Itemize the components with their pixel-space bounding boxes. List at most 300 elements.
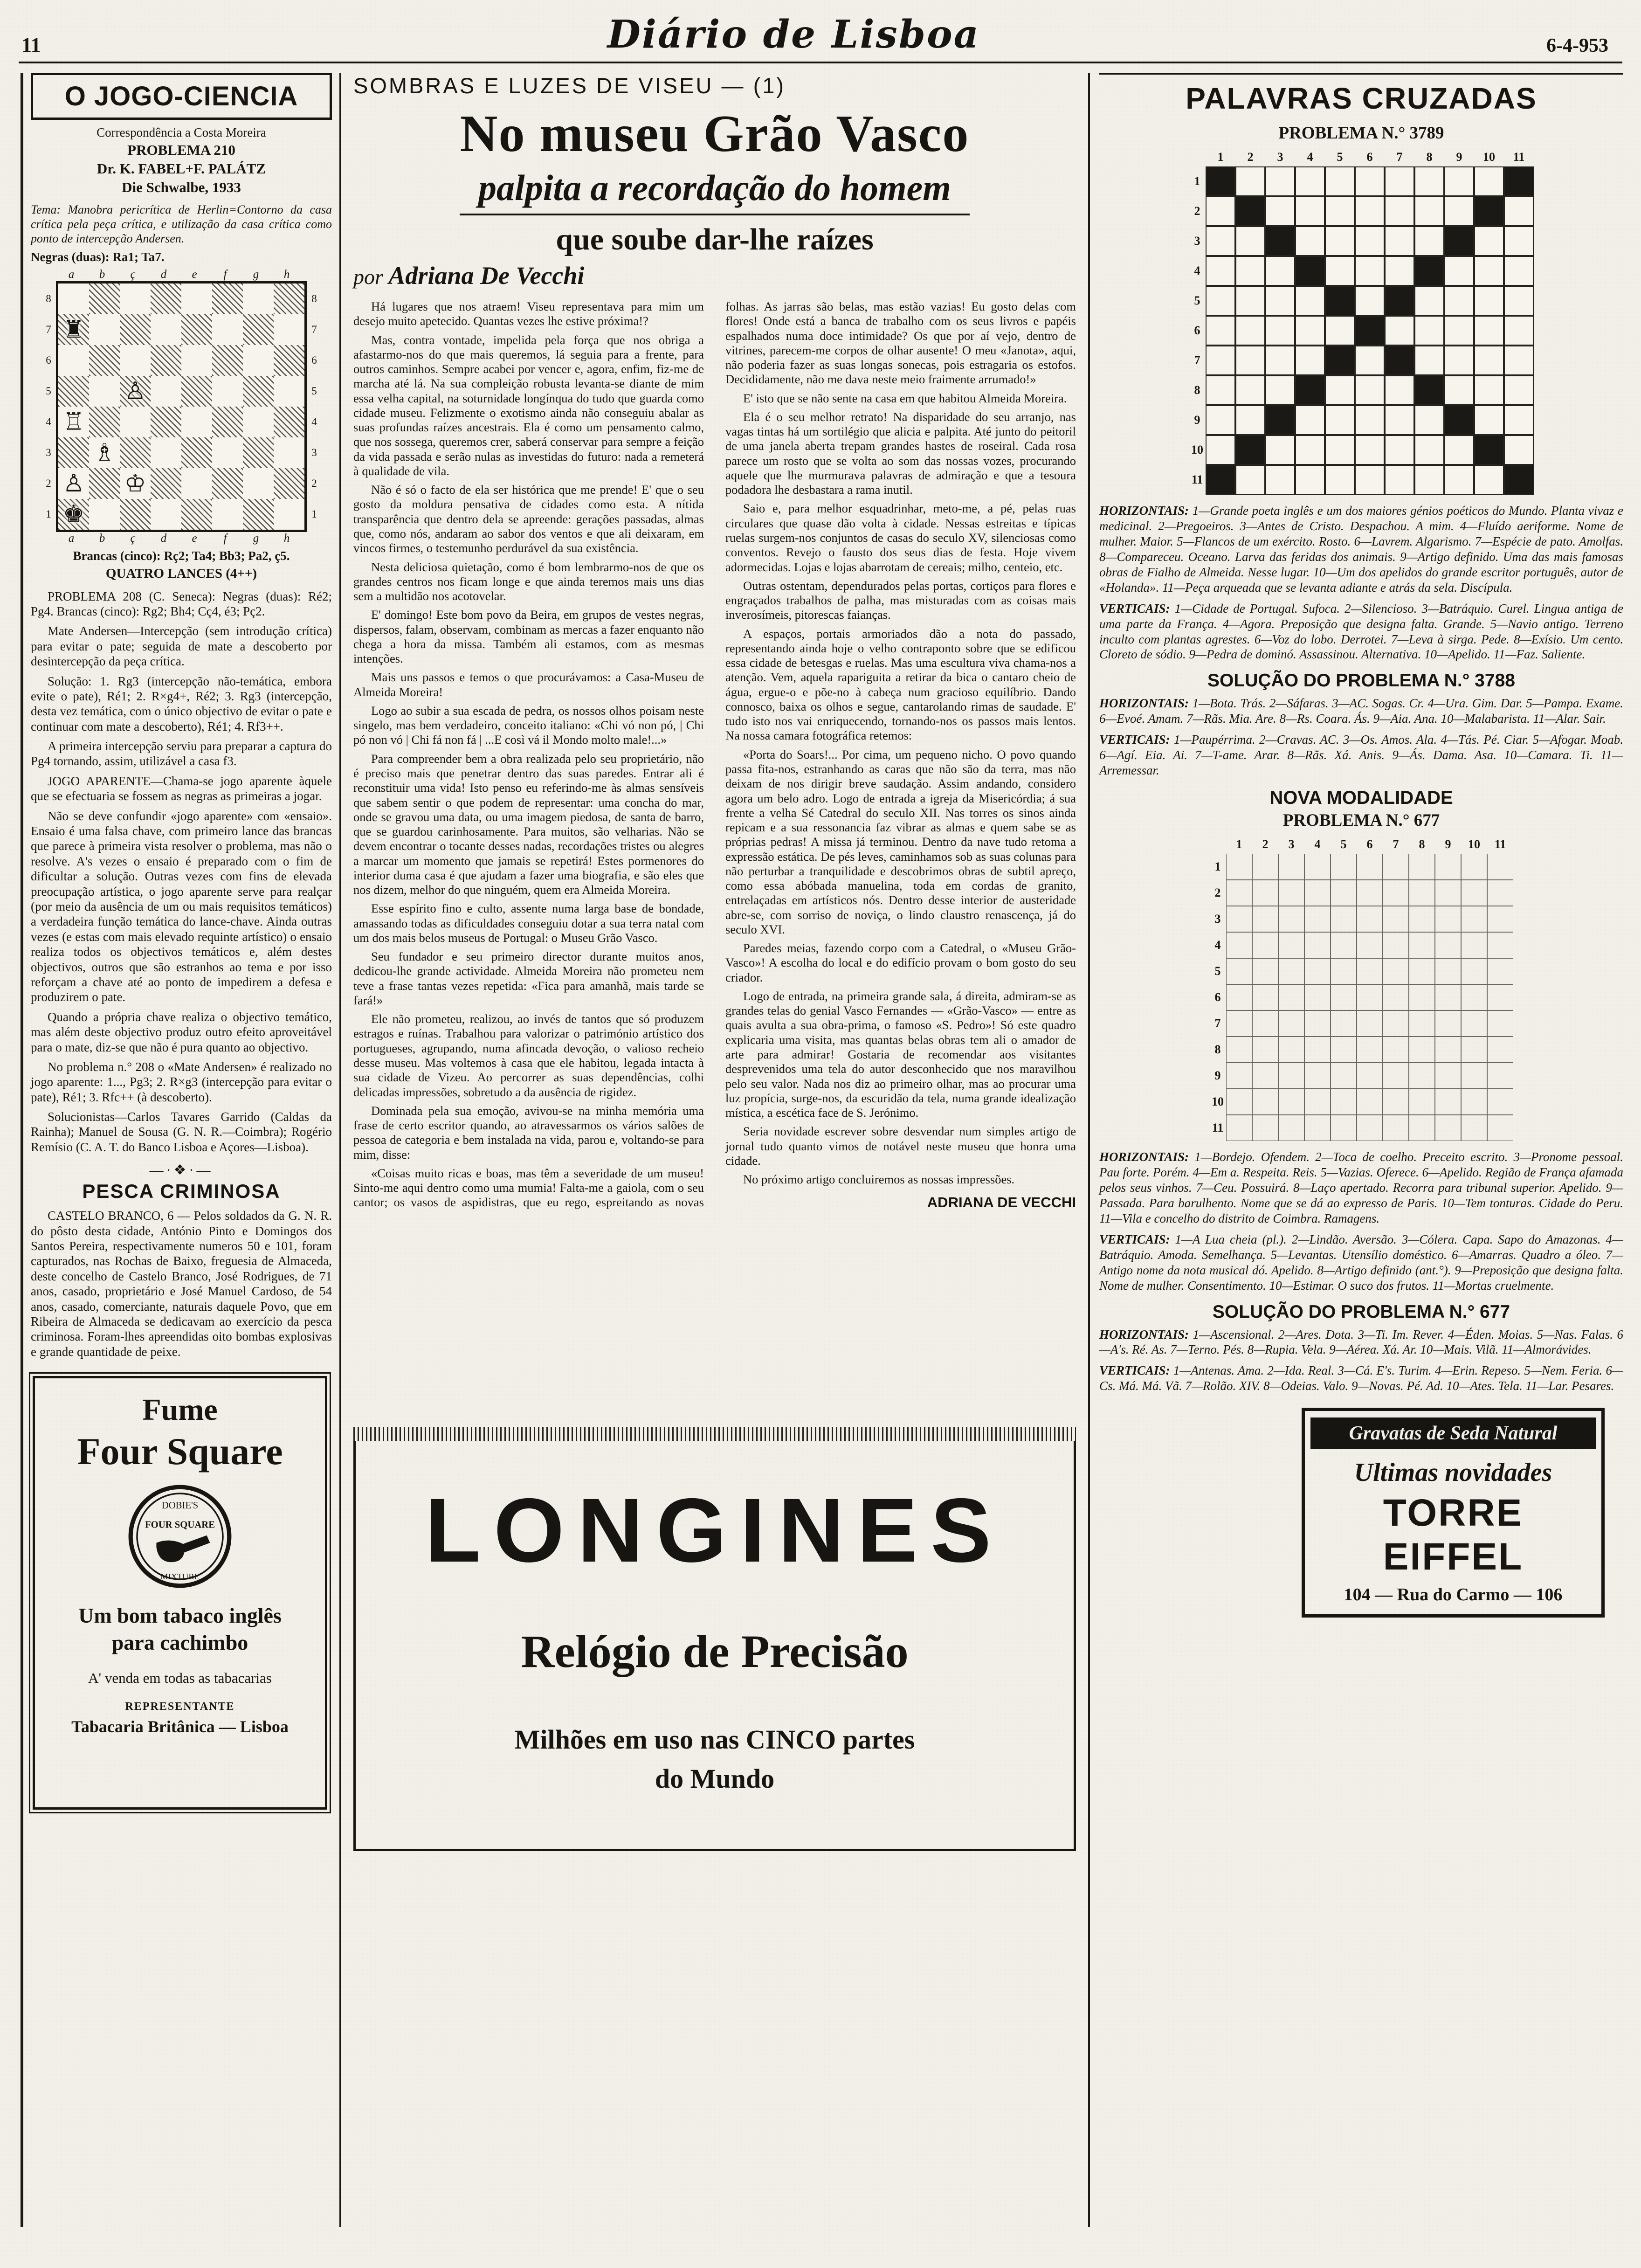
crossword-cell bbox=[1409, 1063, 1435, 1089]
crossword-cell bbox=[1252, 880, 1278, 906]
grid-row-number: 6 bbox=[1214, 990, 1221, 1004]
chess-board bbox=[41, 268, 322, 545]
crossword-cell bbox=[1435, 958, 1461, 984]
grid-row-number: 4 bbox=[1214, 938, 1221, 952]
crossword-cell bbox=[1226, 958, 1252, 984]
chess-square bbox=[151, 437, 181, 468]
chess-square bbox=[120, 345, 151, 376]
article-paragraph: Não é só o facto de ela ser histórica que me prende! E' que o seu gosto da moldura pensativa de cidades como esta. A nítida transparência que dentro dela se apreende: gerações passadas, almas que, como nós, andaram ao sabor dos ventos e que ali deixaram, em vincos firmes, o testemunho perdurável da sua existência. bbox=[353, 483, 704, 555]
ad-line1: Um bom tabaco inglês bbox=[78, 1604, 282, 1628]
crossword-cell bbox=[1304, 880, 1331, 906]
crossword-cell bbox=[1461, 1063, 1487, 1089]
solution-paragraph: HORIZONTAIS: 1—Bota. Trás. 2—Sáfaras. 3—AC. Sogas. Cr. 4—Ura. Gim. Dar. 5—Pampa. Exame. 6—Evoé. Amam. 7—Rãs. Mia. Are. 8—Rs. Coara. Ás. 9—Aia. Ana. 10—Malabarista. 11—Alar. Sair. bbox=[1099, 696, 1623, 726]
chess-square bbox=[181, 407, 212, 437]
svg-text:MIXTURE: MIXTURE bbox=[160, 1572, 200, 1582]
crossword-cell bbox=[1325, 465, 1355, 495]
grid-col-number: 11 bbox=[1513, 150, 1525, 164]
crossword-cell bbox=[1414, 226, 1444, 256]
longines-tagline bbox=[365, 1720, 1064, 1798]
grid-row-number: 11 bbox=[1191, 473, 1203, 486]
crossword-cell bbox=[1474, 286, 1504, 316]
grid-col-number: 8 bbox=[1419, 837, 1425, 851]
crossword-cell bbox=[1304, 1037, 1331, 1063]
board-file-label: g bbox=[253, 268, 259, 281]
chess-square bbox=[243, 407, 274, 437]
grid-col-number: 9 bbox=[1445, 837, 1451, 851]
crossword-cell bbox=[1355, 316, 1385, 346]
grid-col-number: 10 bbox=[1468, 837, 1480, 851]
chess-section-title: O JOGO-CIENCIA bbox=[31, 73, 332, 120]
chess-square bbox=[274, 468, 304, 499]
crossword-cell bbox=[1409, 1115, 1435, 1141]
section-ornament: —·❖·— bbox=[149, 1162, 214, 1178]
crossword-cell bbox=[1474, 465, 1504, 495]
crossword-cell bbox=[1409, 1089, 1435, 1115]
crossword-cell bbox=[1235, 256, 1265, 286]
chess-square bbox=[58, 376, 89, 407]
crossword-cell bbox=[1487, 984, 1513, 1010]
article-paragraph: Dominada pela sua emoção, avivou-se na minha memória uma frase de certo escritor quando, ao atravessarmos os vários salões de pessoa de categoria e bem instalada na vida, parou e, voltando-se para mim, disse: bbox=[353, 1103, 704, 1162]
crossword-cell bbox=[1414, 405, 1444, 435]
gravatas-brand: TORRE EIFFEL bbox=[1383, 1492, 1524, 1578]
crossword-cell bbox=[1461, 1010, 1487, 1037]
crossword-cell bbox=[1474, 346, 1504, 375]
gravatas-header: Gravatas de Seda Natural bbox=[1310, 1418, 1596, 1449]
crossword-cell bbox=[1226, 984, 1252, 1010]
chess-square bbox=[181, 314, 212, 345]
crossword-cell bbox=[1206, 435, 1235, 465]
board-file-label: a bbox=[68, 532, 75, 545]
crossword-cell bbox=[1325, 226, 1355, 256]
chess-diagram bbox=[31, 268, 332, 545]
crossword-cell bbox=[1304, 1089, 1331, 1115]
crossword-cell bbox=[1206, 166, 1235, 196]
chess-square bbox=[89, 407, 120, 437]
clue-paragraph: HORIZONTAIS: 1—Grande poeta inglês e um dos maiores génios poéticos do Mundo. Planta vivaz e medicinal. 2—Pregoeiros. 3—Antes de Cristo. Despachou. A mim. 4—Fluído aeriforme. Nome de mulher. Maior. 5—Flancos de um exército. Rosto. 6—Lavrem. Algarismo. 7—Espécie de pato. Amolfas. 8—Compareceu. Oceano. Larva das feridas dos animais. 9—Artigo definido. Uma das mais famosas obras de Fialho de Almeida. Nesse lugar. 10—Um dos apelidos do grande escritor português, autor de «Holanda». 11—Peça arqueada que se levanta adiante e atrás da sela. Discípula. bbox=[1099, 504, 1623, 595]
crossword-cell bbox=[1355, 346, 1385, 375]
crossword-cell bbox=[1226, 1115, 1252, 1141]
board-file-label: e bbox=[192, 532, 197, 545]
crossword-cell bbox=[1383, 906, 1409, 932]
crossword-cell bbox=[1304, 984, 1331, 1010]
crossword-cell bbox=[1206, 375, 1235, 405]
chess-square bbox=[243, 499, 274, 530]
chess-square bbox=[212, 376, 243, 407]
article-paragraph: Para compreender bem a obra realizada pelo seu proprietário, não é preciso mais que penetrar dentro das suas paredes. Entrar ali é reconstituir uma vida! Isto penso eu referindo-me às almas sensíveis que sabem sentir o que podem de representar: uma concha do mar, onde se gravou uma data, ou uma imagem piedosa, de santa de barro, que se guardou carinhosamente. Para muitos, são velharias. Não se devem encontrar o tocante desses nadas, recordações tristes ou alegres a marcar um momento que jamais se repetirá! Estes pormenores do interior duma casa é que ajudam a fazer uma biografia, e são eles que nos dizem, melhor do que ninguém, quem era Almeida Moreira. bbox=[353, 751, 704, 897]
board-file-label: f bbox=[223, 268, 227, 281]
column-divider bbox=[1088, 73, 1090, 2227]
crossword-cell bbox=[1444, 256, 1474, 286]
board-rank-label: 3 bbox=[311, 446, 317, 458]
chess-square bbox=[120, 437, 151, 468]
crossword-cell bbox=[1331, 984, 1357, 1010]
board-rank-label: 3 bbox=[46, 446, 51, 458]
crossword-cell bbox=[1487, 854, 1513, 880]
grid-row-number: 6 bbox=[1194, 324, 1200, 337]
chess-square bbox=[274, 345, 304, 376]
problem-677-label: PROBLEMA N.° 677 bbox=[1282, 811, 1440, 830]
crossword-cell bbox=[1409, 984, 1435, 1010]
crossword-cell bbox=[1331, 1010, 1357, 1037]
longines-sub: Relógio de Precisão bbox=[521, 1625, 909, 1677]
chess-square bbox=[181, 499, 212, 530]
crossword-cell bbox=[1265, 166, 1295, 196]
crossword-cell bbox=[1357, 1089, 1383, 1115]
article-paragraph: Ela é o seu melhor retrato! Na disparidade do seu arranjo, nas vagas tintas há um sortilégio que alicia e palpita. Até junto do peitoril de uma janela aberta trepam grandes hastes de roseiral. Cada rosa parece um rosto que se volta ao som das nossas vozes, procurando aquele que lhe murmurava palavras de admiração e que a tesoura podadora lhe desbastara a rama inutil. bbox=[725, 409, 1076, 497]
chess-square bbox=[243, 314, 274, 345]
solution-paragraph: VERTICAIS: 1—Antenas. Ama. 2—Ida. Real. 3—Cá. E's. Turim. 4—Erin. Repeso. 5—Nem. Feria. 6—Cs. Má. Má. Vã. 7—Rolão. XIV. 8—Odeias. Valo. 9—Novas. Pé. Ad. 10—Ates. Tela. 11—Lar. Pesares. bbox=[1099, 1363, 1623, 1393]
chess-square bbox=[89, 468, 120, 499]
crossword-cell bbox=[1409, 880, 1435, 906]
grid-col-number: 3 bbox=[1288, 837, 1295, 851]
chess-square bbox=[89, 284, 120, 314]
crossword-cell bbox=[1304, 1010, 1331, 1037]
crossword-cell bbox=[1385, 256, 1414, 286]
chess-square bbox=[89, 345, 120, 376]
chess-paragraph: Não se deve confundir «jogo aparente» com «ensaio». Ensaio é uma falsa chave, com primeiro lance das brancas que parece à primeira vista resolver o problema, mas não o resolve. A's vezes o ensaio é preparado com o fim de dificultar a solução. Outras vezes com fins de elevada preocupação artística, o jogo aparente serve para realçar (por meio da ausência de um ou mais requisitos temáticos) a verdadeira função temática do lance-chave. Ainda outras vezes (e estas com mais elevado requinte artístico) o ensaio realiza todos os objectivos temáticos e, além destes objectivos, outros que são estranhos ao tema e por isso reforçam a chave até ao ponto de impedirem a defesa e produzirem o pate. bbox=[31, 809, 332, 1004]
crossword-cell bbox=[1357, 1063, 1383, 1089]
masthead: Diário de Lisboa bbox=[607, 12, 980, 57]
crossword-cell bbox=[1278, 1037, 1304, 1063]
crossword-cell bbox=[1461, 984, 1487, 1010]
crossword-cell bbox=[1487, 1010, 1513, 1037]
clue-paragraph: HORIZONTAIS: 1—Bordejo. Ofendem. 2—Toca de coelho. Preceito escrito. 3—Pronome pessoal. Pau forte. Porém. 4—Em a. Respeita. Reis. 5—Vazias. Oferece. 6—Apelido. Região de França afamada pelos seus vinhos. 7—Ceu. Possuirá. 8—Laço apertado. Recorra para tribunal superior. Apelido. 9—Passada. Para barulhento. Nome que se dá ao expresso de Paris. 10—Tem tonturas. Cidade do Peru. 11—Vila e concelho do distrito de Coimbra. Ramagens. bbox=[1099, 1150, 1623, 1225]
article-paragraph: Paredes meias, fazendo corpo com a Catedral, o «Museu Grão-Vasco»! A escolha do local e do edifício provam o bom gosto do seu criador. bbox=[725, 941, 1076, 984]
crossword-cell bbox=[1487, 880, 1513, 906]
crossword-cell bbox=[1383, 1063, 1409, 1089]
crossword-cell bbox=[1487, 958, 1513, 984]
board-rank-label: 4 bbox=[46, 415, 51, 428]
crossword-cell bbox=[1461, 880, 1487, 906]
grid-col-number: 11 bbox=[1494, 837, 1506, 851]
chess-square bbox=[243, 376, 274, 407]
chess-piece: ♗ bbox=[93, 438, 116, 467]
board-file-label: e bbox=[192, 268, 197, 281]
problem-3789-label: PROBLEMA N.° 3789 bbox=[1278, 124, 1444, 143]
chess-piece: ♙ bbox=[124, 377, 146, 405]
crossword-cell bbox=[1226, 854, 1252, 880]
crossword-cell bbox=[1414, 435, 1444, 465]
chess-square bbox=[58, 314, 89, 345]
crossword-cell bbox=[1487, 932, 1513, 958]
crossword-cell bbox=[1325, 316, 1355, 346]
chess-square bbox=[243, 345, 274, 376]
ad-small: A' venda em todas as tabacarias bbox=[88, 1670, 272, 1687]
grid-row-number: 2 bbox=[1194, 204, 1200, 218]
crossword-cell bbox=[1325, 256, 1355, 286]
crossword-cell bbox=[1206, 405, 1235, 435]
crossword-cell bbox=[1265, 375, 1295, 405]
crossword-cell bbox=[1325, 346, 1355, 375]
grid-col-number: 10 bbox=[1483, 150, 1495, 164]
grid-col-number: 7 bbox=[1396, 150, 1403, 164]
crossword-cell bbox=[1461, 932, 1487, 958]
grid-col-number: 1 bbox=[1236, 837, 1242, 851]
grid-row-number: 7 bbox=[1194, 353, 1200, 367]
chess-square bbox=[120, 468, 151, 499]
crossword-cell bbox=[1355, 226, 1385, 256]
crossword-title: PALAVRAS CRUZADAS bbox=[1099, 73, 1623, 116]
crossword-cell bbox=[1252, 1089, 1278, 1115]
grid-col-number: 1 bbox=[1217, 150, 1224, 164]
crossword-cell bbox=[1385, 316, 1414, 346]
crossword-cell bbox=[1355, 256, 1385, 286]
crossword-cell bbox=[1409, 1010, 1435, 1037]
grid-col-number: 2 bbox=[1262, 837, 1269, 851]
chess-piece: ♚ bbox=[62, 500, 85, 528]
chess-square bbox=[58, 437, 89, 468]
longines-tagline-1: Milhões em uso nas CINCO partes bbox=[514, 1724, 915, 1755]
crossword-cell bbox=[1226, 1063, 1252, 1089]
article-paragraph: E' isto que se não sente na casa em que habitou Almeida Moreira. bbox=[743, 391, 1067, 405]
chess-square bbox=[181, 345, 212, 376]
crossword-cell bbox=[1474, 166, 1504, 196]
crossword-cell bbox=[1474, 226, 1504, 256]
four-square-ad bbox=[33, 1376, 327, 1810]
grid-row-number: 4 bbox=[1194, 264, 1200, 277]
crossword-column bbox=[1097, 73, 1623, 2227]
article-paragraph: Mais uns passos e temos o que procurávamos: a Casa-Museu de Almeida Moreira! bbox=[353, 670, 704, 699]
grid-col-number: 5 bbox=[1337, 150, 1343, 164]
pesca-title: PESCA CRIMINOSA bbox=[82, 1180, 281, 1203]
gravatas-novelty: Ultimas novidades bbox=[1354, 1458, 1552, 1487]
gravatas-address: 104 — Rua do Carmo — 106 bbox=[1344, 1585, 1563, 1605]
board-file-label: f bbox=[223, 532, 227, 545]
crossword-cell bbox=[1357, 854, 1383, 880]
crossword-cell bbox=[1265, 196, 1295, 226]
article-paragraph: Logo ao subir a sua escada de pedra, os nossos olhos poisam neste singelo, mas bem verdadeiro, conceito italiano: «Chi vó non pó, | Chi pó non vó | Chi fá non fá | ...E così vá il Mondo molto male!...» bbox=[353, 703, 704, 747]
crossword-cell bbox=[1461, 1037, 1487, 1063]
crossword-cell bbox=[1304, 906, 1331, 932]
chess-square bbox=[181, 284, 212, 314]
crossword-cell bbox=[1414, 256, 1444, 286]
pipe-icon bbox=[126, 1483, 234, 1590]
crossword-cell bbox=[1206, 196, 1235, 226]
crossword-cell bbox=[1235, 226, 1265, 256]
crossword-cell bbox=[1331, 958, 1357, 984]
crossword-cell bbox=[1357, 1010, 1383, 1037]
chess-square bbox=[89, 499, 120, 530]
crossword-cell bbox=[1206, 226, 1235, 256]
crossword-cell bbox=[1331, 1089, 1357, 1115]
chess-square bbox=[151, 345, 181, 376]
crossword-cell bbox=[1504, 226, 1534, 256]
crossword-cell bbox=[1435, 854, 1461, 880]
board-rank-label: 7 bbox=[311, 323, 317, 335]
crossword-cell bbox=[1414, 465, 1444, 495]
crossword-cell bbox=[1435, 1063, 1461, 1089]
nova-modalidade-label: NOVA MODALIDADE bbox=[1269, 788, 1453, 809]
crossword-cell bbox=[1304, 1063, 1331, 1089]
grid-row-number: 8 bbox=[1214, 1043, 1221, 1057]
crossword-cell bbox=[1504, 256, 1534, 286]
crossword-cell bbox=[1235, 465, 1265, 495]
crossword-cell bbox=[1252, 1115, 1278, 1141]
chess-square bbox=[120, 284, 151, 314]
pesca-paragraph: CASTELO BRANCO, 6 — Pelos soldados da G. N. R. do pôsto desta cidade, António Pinto e Domingos dos Santos Pereira, respectivamente numeros 50 e 101, foram capturados, nas Rochas de Baixo, freguesia de Almaceda, deste concelho de Castelo Branco, José Rodrigues, de 71 anos, casado, proprietário e José Manuel Cardoso, de 54 anos, casado, comerciante, naturais daquele Povo, que em Ribeira de Almaceda se dedicavam ao exercício da pesca criminosa. Foram-lhes apreendidas oito bombas explosivas e grande quantidade de peixe. bbox=[31, 1209, 332, 1359]
crossword-cell bbox=[1504, 196, 1534, 226]
crossword-cell bbox=[1295, 286, 1325, 316]
crossword-cell bbox=[1235, 435, 1265, 465]
crossword-cell bbox=[1444, 465, 1474, 495]
crossword-cell bbox=[1355, 405, 1385, 435]
chess-square bbox=[212, 468, 243, 499]
ad-fume: Fume bbox=[142, 1393, 218, 1427]
article-paragraph: Seu fundador e seu primeiro director durante muitos anos, dedicou-lhe grande actividade. Almeida Moreira não prometeu nem teve a frase tantas vezes repetida: «Fica para amanhã, mais tarde se fará!» bbox=[353, 949, 704, 1007]
crossword-cell bbox=[1504, 465, 1534, 495]
crossword-cell bbox=[1461, 854, 1487, 880]
crossword-cell bbox=[1385, 196, 1414, 226]
grid-row-number: 9 bbox=[1194, 413, 1200, 427]
board-rank-label: 2 bbox=[311, 477, 317, 489]
pesca-text bbox=[31, 1208, 332, 1359]
crossword-cell bbox=[1504, 166, 1534, 196]
chess-square bbox=[151, 314, 181, 345]
crossword-cell bbox=[1409, 958, 1435, 984]
crossword-cell bbox=[1206, 286, 1235, 316]
article-subheadline: palpita a recordação do homem bbox=[460, 167, 970, 215]
crossword-cell bbox=[1414, 375, 1444, 405]
page-number: 11 bbox=[21, 34, 41, 56]
chess-square bbox=[120, 376, 151, 407]
chess-square bbox=[212, 437, 243, 468]
grid-col-number: 4 bbox=[1307, 150, 1313, 164]
crossword-cell bbox=[1278, 932, 1304, 958]
crossword-cell bbox=[1504, 286, 1534, 316]
board-rank-label: 2 bbox=[46, 477, 51, 489]
crossword-cell bbox=[1265, 346, 1295, 375]
board-file-label: b bbox=[99, 268, 105, 281]
crossword-cell bbox=[1252, 1037, 1278, 1063]
crossword-cell bbox=[1295, 196, 1325, 226]
page-header bbox=[0, 0, 1641, 62]
crossword-cell bbox=[1331, 880, 1357, 906]
chess-paragraph: PROBLEMA 208 (C. Seneca): Negras (duas): Ré2; Pg4. Brancas (cinco): Rg2; Bh4; Cç4, é3; Pç2. bbox=[31, 589, 332, 618]
crossword-cell bbox=[1357, 958, 1383, 984]
grid-row-number: 10 bbox=[1212, 1095, 1224, 1109]
article-paragraph: «Coisas muito ricas e boas, mas têm a severidade de um museu! Sinto-me aqui dentro como uma mumia! Falta-me a gaiola, com o seu cantor; os vasos de aspidistras, que eu rego, espreitando as novas folhas. As jarras são belas, mas estão vazias! Eu gosto delas com flores! Onde está a banca de trabalho com os seus livros e papéis espalhados numa doce intimidade? Os que por aí vejo, dentro de vitrines, parecem-me corpos de olhar ausente! O meu «Janota», aqui, não poderia fazer as suas longas sonecas, pois estragaria os estofos. Decididamente, não me dava neste meio fraimente arrumado!» bbox=[353, 299, 1076, 1210]
crossword-cell bbox=[1444, 166, 1474, 196]
svg-text:DOBIE'S: DOBIE'S bbox=[161, 1500, 199, 1511]
grid-row-number: 2 bbox=[1214, 886, 1221, 900]
chess-square bbox=[151, 499, 181, 530]
crossword-cell bbox=[1474, 196, 1504, 226]
hatch-divider bbox=[353, 1427, 1076, 1441]
chess-square bbox=[212, 314, 243, 345]
crossword-cell bbox=[1325, 286, 1355, 316]
grid-col-number: 6 bbox=[1366, 837, 1373, 851]
crossword-cell bbox=[1295, 166, 1325, 196]
crossword-cell bbox=[1265, 405, 1295, 435]
article-paragraph: Saio e, para melhor esquadrinhar, meto-me, a pé, pelas ruas circulares que quase dão volta à cidade. Nessas estreitas e típicas ruelas surgem-nos conjuntos de casas do seculo XV, silenciosas como conventos. Revejo o fausto dos seus dias de festa. Hoje vivem adormecidas. Lojas e lojas abarrotam de cereais; milho, centeio, etc. bbox=[725, 501, 1076, 574]
crossword-cell bbox=[1409, 854, 1435, 880]
crossword-cell bbox=[1414, 316, 1444, 346]
byline-prefix: por bbox=[353, 265, 389, 289]
grid-col-number: 2 bbox=[1247, 150, 1254, 164]
chess-square bbox=[274, 314, 304, 345]
chess-authors: Dr. K. FABEL+F. PALÁTZ bbox=[97, 160, 266, 177]
article-paragraph: Seria novidade escrever sobre desvendar num simples artigo de jornal tudo quanto vimos de notável neste museu que honra uma cidade. bbox=[725, 1124, 1076, 1168]
crossword-cell bbox=[1355, 166, 1385, 196]
chess-square bbox=[212, 499, 243, 530]
board-file-label: a bbox=[68, 268, 75, 281]
crossword-cell bbox=[1295, 465, 1325, 495]
article-paragraph: Outras ostentam, dependurados pelas portas, cortiços para flores e engraçados trabalhos de palha, mas misturadas com as coisas mais inverosímeis, pitorescas faianças. bbox=[725, 578, 1076, 622]
chess-square bbox=[274, 499, 304, 530]
crossword-cell bbox=[1265, 286, 1295, 316]
crossword-cell bbox=[1474, 375, 1504, 405]
longines-ad bbox=[353, 1441, 1076, 1851]
crossword-cell bbox=[1444, 405, 1474, 435]
chess-square bbox=[89, 376, 120, 407]
crossword-cell bbox=[1265, 435, 1295, 465]
crossword-cell bbox=[1265, 316, 1295, 346]
crossword-cell bbox=[1435, 1089, 1461, 1115]
crossword-cell bbox=[1304, 932, 1331, 958]
crossword-cell bbox=[1252, 906, 1278, 932]
article-headline: No museu Grão Vasco bbox=[460, 105, 970, 163]
crossword-cell bbox=[1304, 958, 1331, 984]
chess-paragraph: Solução: 1. Rg3 (intercepção não-temática, embora evite o pate), Ré1; 2. R×g4+, Ré2; 3. Rg3 (intercepção, desta vez temática, com o único objectivo de evitar o pate e continuar com mate a descoberto), Ré1; 4. Rf3++. bbox=[31, 674, 332, 733]
crossword-cell bbox=[1383, 1037, 1409, 1063]
board-rank-label: 8 bbox=[46, 292, 51, 304]
crossword-cell bbox=[1278, 854, 1304, 880]
grid-row-number: 9 bbox=[1214, 1069, 1221, 1083]
article-subheadline-2: que soube dar-lhe raízes bbox=[556, 222, 874, 256]
crossword-cell bbox=[1331, 1063, 1357, 1089]
chess-square bbox=[120, 499, 151, 530]
board-rank-label: 1 bbox=[311, 508, 317, 520]
crossword-cell bbox=[1304, 1115, 1331, 1141]
board-rank-label: 8 bbox=[311, 292, 317, 304]
chess-square bbox=[120, 314, 151, 345]
crossword-cell bbox=[1414, 166, 1444, 196]
grid-row-number: 1 bbox=[1194, 174, 1200, 188]
crossword-cell bbox=[1409, 1037, 1435, 1063]
crossword-cell bbox=[1252, 932, 1278, 958]
crossword-cell bbox=[1444, 286, 1474, 316]
chess-square bbox=[151, 376, 181, 407]
chess-square bbox=[151, 407, 181, 437]
grid-row-number: 3 bbox=[1194, 234, 1200, 248]
solution-677-label: SOLUÇÃO DO PROBLEMA N.° 677 bbox=[1212, 1301, 1510, 1322]
chess-square bbox=[274, 437, 304, 468]
crossword-cell bbox=[1357, 906, 1383, 932]
board-rank-label: 7 bbox=[46, 323, 51, 335]
crossword-cell bbox=[1385, 465, 1414, 495]
crossword-cell bbox=[1357, 880, 1383, 906]
crossword-cell bbox=[1461, 958, 1487, 984]
crossword-cell bbox=[1252, 854, 1278, 880]
chess-piece: ♖ bbox=[62, 408, 85, 436]
crossword-cell bbox=[1474, 316, 1504, 346]
crossword-cell bbox=[1385, 405, 1414, 435]
article-signature: ADRIANA DE VECCHI bbox=[927, 1194, 1076, 1211]
chess-paragraph: JOGO APARENTE—Chama-se jogo aparente àquele que se efectuaria se fossem as negras as primeiras a jogar. bbox=[31, 774, 332, 803]
chess-square bbox=[274, 376, 304, 407]
crossword-cell bbox=[1278, 1089, 1304, 1115]
article-kicker: SOMBRAS E LUZES DE VISEU — (1) bbox=[353, 73, 786, 98]
crossword-cell bbox=[1504, 435, 1534, 465]
clue-paragraph: VERTICAIS: 1—Cidade de Portugal. Sufoca. 2—Silencioso. 3—Batráquio. Curel. Lingua antiga de uma parte da França. 4—Agora. Preposição que designa falta. Grande. 5—Navio antigo. Terreno inculto com plantas agrestes. 6—Voz do lobo. Derrotei. 7—Leva à sirga. Pede. 8—Exísio. Um cento. Cloreto de sódio. 9—Pedra de dominó. Assassinou. Alternativa. 10—Apelido. 11—Faz. Saliente. bbox=[1099, 601, 1623, 662]
board-file-label: h bbox=[283, 532, 290, 545]
chess-square bbox=[212, 407, 243, 437]
crossword-cell bbox=[1252, 1010, 1278, 1037]
crossword-cell bbox=[1226, 932, 1252, 958]
page-date: 6-4-953 bbox=[1546, 35, 1608, 56]
ad-brand: Four Square bbox=[77, 1430, 283, 1473]
article-paragraph: «Porta do Soars!... Por cima, um pequeno nicho. O povo quando passa fita-nos, estranhando as caras que não são da terra, mas não deixam de nos dirigir breve saudação. Assim andando, considero agora um belo adro. Logo de entrada a igreja da Misericórdia; á sua frente a velha Sé Catedral do seculo XII. Nas torres os sinos ainda repicam e a sua ressonancia faz vibrar as almas e quem sabe se as próprias pedras! A missa já terminou. Dentro da nave tudo retoma a expressão estática. De pés leves, caminhamos sob as suas colunas para não perturbar a tranquilidade e descobrimos obras de subtil apreço, como essa abóbada manuelina, toda em cordas de granito, entrelaçadas em artísticos nós. Dentro desse interior de austeridade abre-se, com sorriso de noviça, o lindo claustro renascença, já do seculo XVI. bbox=[725, 747, 1076, 936]
